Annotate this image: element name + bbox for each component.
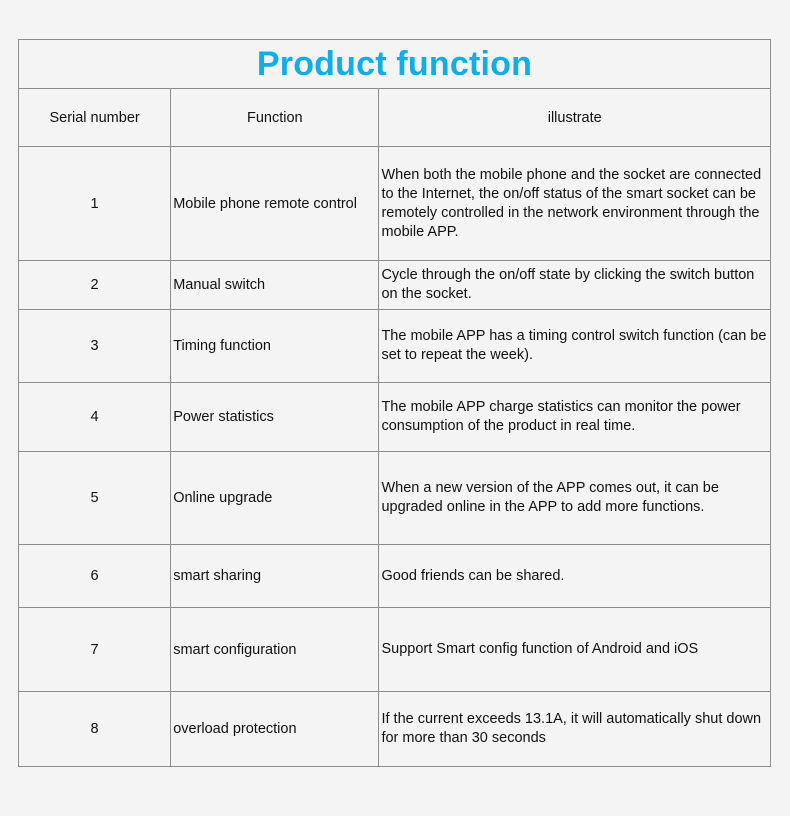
serial-cell: 8 — [19, 692, 171, 767]
table-row — [19, 310, 771, 383]
header-illustrate: illustrate — [379, 89, 771, 147]
header-row — [19, 89, 771, 147]
illustrate-cell: Cycle through the on/off state by clicking the switch button on the socket. — [379, 261, 771, 310]
header-serial-number: Serial number — [19, 89, 171, 147]
table-title: Product function — [19, 40, 771, 89]
table-row — [19, 545, 771, 608]
illustrate-cell: When both the mobile phone and the socket are connected to the Internet, the on/off status of the smart socket can be remotely controlled in the network environment through the mobile APP. — [379, 147, 771, 261]
serial-cell: 6 — [19, 545, 171, 608]
table-row — [19, 147, 771, 261]
illustrate-cell: Support Smart config function of Android and iOS — [379, 608, 771, 692]
illustrate-cell: The mobile APP has a timing control switch function (can be set to repeat the week). — [379, 310, 771, 383]
title-row — [19, 40, 771, 89]
function-cell: overload protection — [171, 692, 379, 767]
illustrate-cell: If the current exceeds 13.1A, it will automatically shut down for more than 30 seconds — [379, 692, 771, 767]
illustrate-cell: The mobile APP charge statistics can monitor the power consumption of the product in real time. — [379, 383, 771, 452]
table-row — [19, 692, 771, 767]
function-cell: Online upgrade — [171, 452, 379, 545]
product-function-table — [18, 39, 771, 767]
function-cell: Mobile phone remote control — [171, 147, 379, 261]
header-function: Function — [171, 89, 379, 147]
serial-cell: 1 — [19, 147, 171, 261]
serial-cell: 7 — [19, 608, 171, 692]
illustrate-cell: Good friends can be shared. — [379, 545, 771, 608]
product-function-table-container — [18, 39, 771, 767]
table-row — [19, 261, 771, 310]
table-row — [19, 608, 771, 692]
serial-cell: 2 — [19, 261, 171, 310]
illustrate-cell: When a new version of the APP comes out, it can be upgraded online in the APP to add more functions. — [379, 452, 771, 545]
function-cell: smart configuration — [171, 608, 379, 692]
function-cell: Timing function — [171, 310, 379, 383]
function-cell: Manual switch — [171, 261, 379, 310]
serial-cell: 3 — [19, 310, 171, 383]
function-cell: smart sharing — [171, 545, 379, 608]
table-row — [19, 383, 771, 452]
function-cell: Power statistics — [171, 383, 379, 452]
serial-cell: 4 — [19, 383, 171, 452]
serial-cell: 5 — [19, 452, 171, 545]
table-row — [19, 452, 771, 545]
